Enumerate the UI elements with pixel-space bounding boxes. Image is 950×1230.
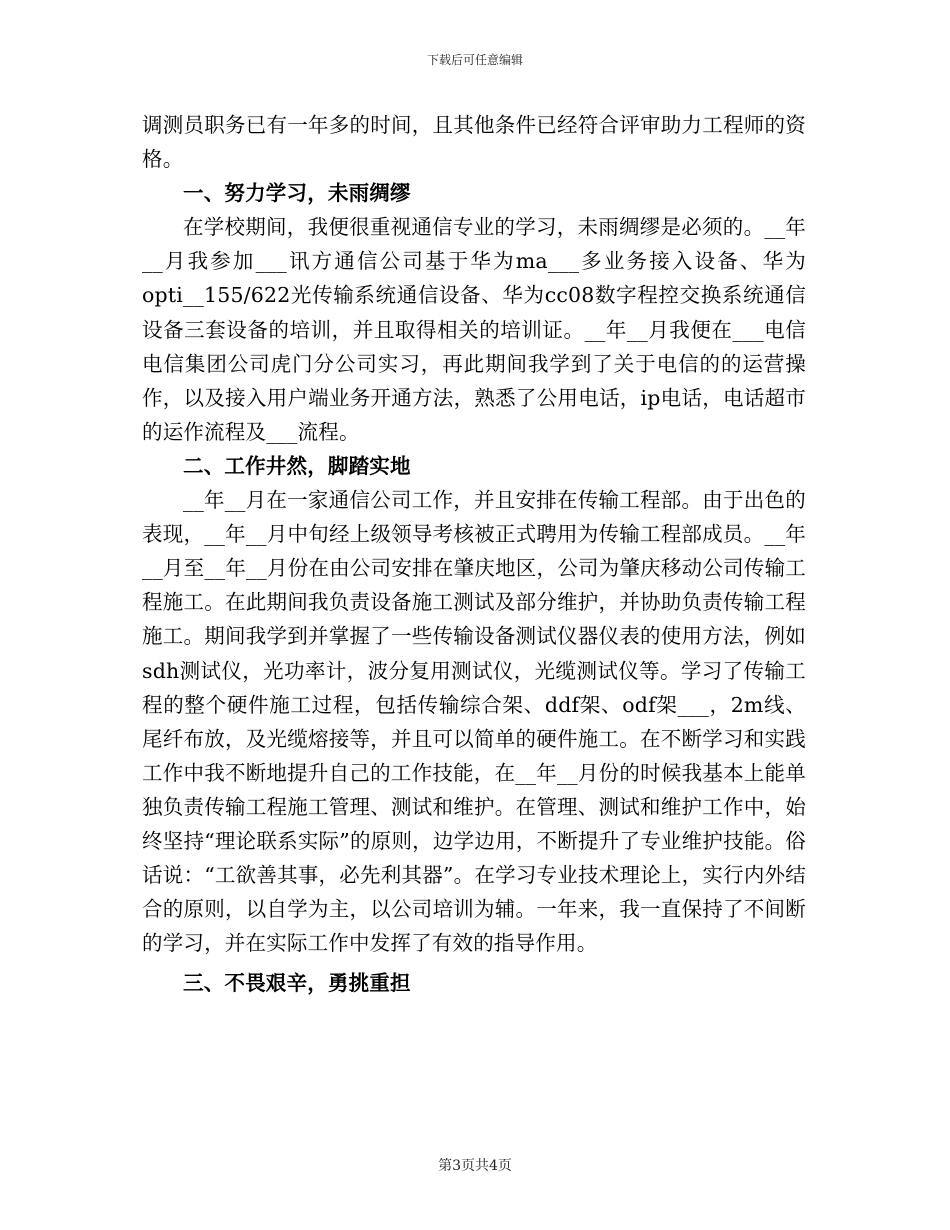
document-body [142, 108, 806, 1000]
section-heading-1: 一、努力学习，未雨绸缪 [183, 181, 411, 206]
section-paragraph-2: __年__月在一家通信公司工作，并且安排在传输工程部。由于出色的表现，__年__月中旬经上级领导考核被正式聘用为传输工程部成员。__年__月至__年__月份在由公司安排在肇庆地区，公司为肇庆移动公司传输工程施工。在此期间我负责设备施工测试及部分维护，并协助负责传输工程施工。期间我学到并掌握了一些传输设备测试仪器仪表的使用方法，例如sdh测试仪，光功率计，波分复用测试仪，光缆测试仪等。学习了传输工程的整个硬件施工过程，包括传输综合架、ddf架、odf架___，2m线、尾纤布放，及光缆熔接等，并且可以简单的硬件施工。在不断学习和实践工作中我不断地提升自己的工作技能，在__年__月份的时候我基本上能单独负责传输工程施工管理、测试和维护。在管理、测试和维护工作中，始终坚持“理论联系实际”的原则，边学边用，不断提升了专业维护技能。俗话说：“工欲善其事，必先利其器”。在学习专业技术理论上，实行内外结合的原则，以自学为主，以公司培训为辅。一年来，我一直保持了不间断的学习，并在实际工作中发挥了有效的指导作用。 [142, 488, 806, 956]
page-number: 第3页共4页 [438, 1158, 512, 1174]
section-paragraph-1: 在学校期间，我便很重视通信专业的学习，未雨绸缪是必须的。__年__月我参加___讯方通信公司基于华为ma___多业务接入设备、华为opti__155/622光传输系统通信设备、华为cc08数字程控交换系统通信设备三套设备的培训，并且取得相关的培训证。__年__月我便在___电信电信集团公司虎门分公司实习，再此期间我学到了关于电信的的运营操作，以及接入用户端业务开通方法，熟悉了公用电话，ip电话，电话超市的运作流程及___流程。 [142, 215, 806, 444]
section-heading-2: 二、工作井然，脚踏实地 [183, 453, 411, 478]
page-header: 下载后可任意编辑 [426, 53, 523, 67]
section-heading-3: 三、不畏艰辛，勇挑重担 [183, 971, 411, 996]
intro-paragraph: 调测员职务已有一年多的时间，且其他条件已经符合评审助力工程师的资格。 [142, 113, 806, 172]
